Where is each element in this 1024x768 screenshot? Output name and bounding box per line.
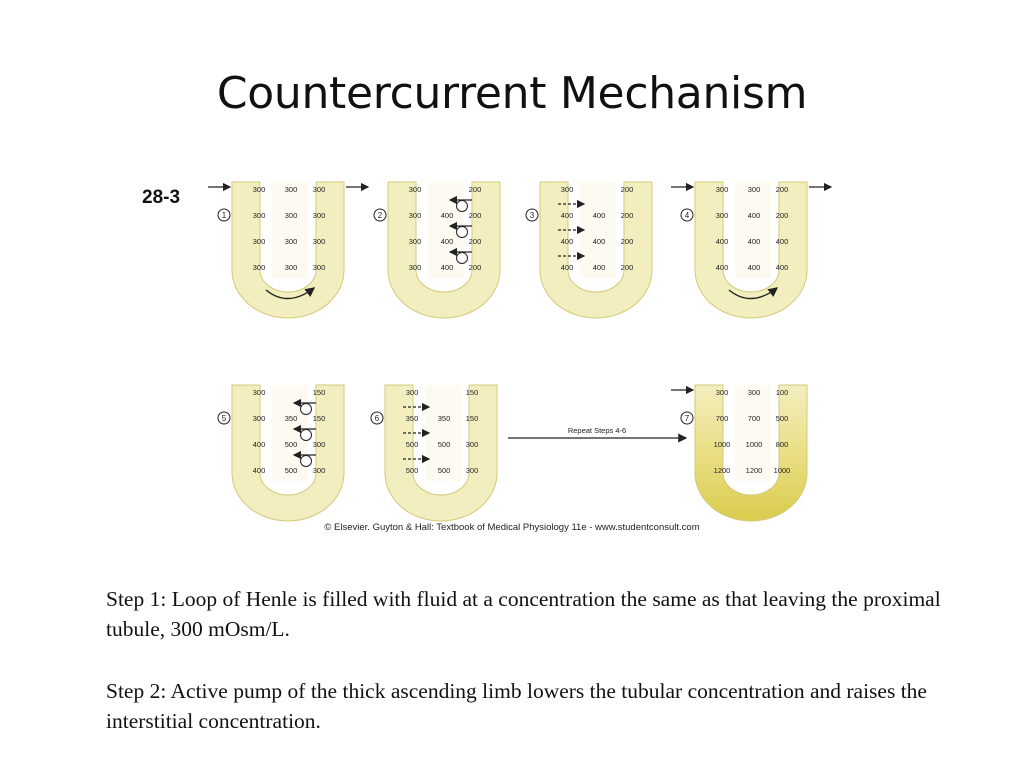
- concentration-value: 300: [312, 263, 326, 272]
- step-number-text: 7: [684, 414, 690, 423]
- pump-circle: [301, 456, 312, 467]
- figure-caption: © Elsevier. Guyton & Hall: Textbook of Medical Physiology 11e - www.studentconsult.com: [324, 522, 700, 533]
- concentration-value: 200: [620, 237, 634, 246]
- concentration-value: 1200: [713, 466, 731, 475]
- concentration-value: 1200: [745, 466, 763, 475]
- top-value: 300: [312, 185, 326, 194]
- concentration-value: 300: [312, 440, 326, 449]
- step-number-text: 4: [684, 211, 690, 220]
- concentration-value: 200: [468, 211, 482, 220]
- step-number-5: [218, 412, 230, 424]
- step-1-text: Step 1: Loop of Henle is filled with fluid at a concentration the same as that leaving the proximal tubule, 300 mOsm/L.: [106, 587, 941, 641]
- top-value: 300: [252, 388, 266, 397]
- step-number-2: [374, 209, 386, 221]
- loop-5: [218, 385, 344, 521]
- concentration-value: 300: [312, 211, 326, 220]
- concentration-value: 300: [408, 237, 422, 246]
- loop-6: [371, 385, 497, 521]
- top-value: 150: [465, 388, 479, 397]
- concentration-value: 400: [592, 263, 606, 272]
- concentration-value: 400: [715, 263, 729, 272]
- concentration-value: 200: [620, 263, 634, 272]
- concentration-value: 200: [775, 211, 789, 220]
- top-value: 300: [747, 388, 761, 397]
- concentration-value: 300: [408, 263, 422, 272]
- top-value: 200: [468, 185, 482, 194]
- concentration-value: 300: [284, 237, 298, 246]
- concentration-value: 400: [440, 263, 454, 272]
- loop-7: [671, 385, 807, 521]
- concentration-value: 300: [252, 211, 266, 220]
- pump-circle: [301, 404, 312, 415]
- concentration-value: 300: [284, 263, 298, 272]
- concentration-value: 400: [715, 237, 729, 246]
- concentration-value: 400: [747, 237, 761, 246]
- concentration-value: 300: [284, 211, 298, 220]
- pump-circle: [301, 430, 312, 441]
- step-2-text: Step 2: Active pump of the thick ascending limb lowers the tubular concentration and raises the interstitial concentration.: [106, 679, 927, 733]
- concentration-value: 150: [312, 414, 326, 423]
- concentration-value: 300: [465, 440, 479, 449]
- concentration-value: 400: [592, 211, 606, 220]
- top-value: 150: [312, 388, 326, 397]
- concentration-value: 1000: [773, 466, 791, 475]
- concentration-value: 1000: [745, 440, 763, 449]
- concentration-value: 350: [284, 414, 298, 423]
- concentration-value: 300: [465, 466, 479, 475]
- concentration-value: 500: [284, 466, 298, 475]
- concentration-value: 400: [747, 263, 761, 272]
- concentration-value: 500: [284, 440, 298, 449]
- concentration-value: 300: [312, 466, 326, 475]
- concentration-value: 200: [468, 263, 482, 272]
- top-value: 300: [715, 388, 729, 397]
- top-value: 300: [405, 388, 419, 397]
- concentration-value: 400: [560, 211, 574, 220]
- concentration-value: 700: [715, 414, 729, 423]
- concentration-value: 300: [312, 237, 326, 246]
- concentration-value: 400: [775, 263, 789, 272]
- step-number-text: 5: [221, 414, 227, 423]
- concentration-value: 700: [747, 414, 761, 423]
- figure-label: 28-3: [142, 187, 181, 208]
- top-value: 300: [747, 185, 761, 194]
- concentration-value: 400: [747, 211, 761, 220]
- pump-circle: [457, 253, 468, 264]
- step-number-text: 6: [374, 414, 380, 423]
- repeat-label: Repeat Steps 4-6: [567, 426, 627, 435]
- loop-3: [526, 182, 652, 318]
- concentration-value: 300: [252, 237, 266, 246]
- concentration-value: 500: [437, 440, 451, 449]
- top-value: 300: [560, 185, 574, 194]
- step-number-text: 3: [529, 211, 535, 220]
- concentration-value: 300: [715, 211, 729, 220]
- top-value: 300: [284, 185, 298, 194]
- concentration-value: 200: [468, 237, 482, 246]
- concentration-value: 400: [440, 211, 454, 220]
- concentration-value: 500: [405, 466, 419, 475]
- pump-circle: [457, 227, 468, 238]
- slide-title: Countercurrent Mechanism: [216, 68, 808, 119]
- concentration-value: 300: [252, 414, 266, 423]
- top-value: 300: [252, 185, 266, 194]
- concentration-value: 500: [437, 466, 451, 475]
- concentration-value: 400: [560, 237, 574, 246]
- concentration-value: 500: [775, 414, 789, 423]
- step-number-4: [681, 209, 693, 221]
- loop-2: [374, 182, 500, 318]
- concentration-value: 350: [437, 414, 451, 423]
- loop-1: [208, 182, 368, 318]
- step-number-6: [371, 412, 383, 424]
- concentration-value: 200: [620, 211, 634, 220]
- step-number-7: [681, 412, 693, 424]
- concentration-value: 350: [405, 414, 419, 423]
- concentration-value: 150: [465, 414, 479, 423]
- step-number-1: [218, 209, 230, 221]
- top-value: 200: [620, 185, 634, 194]
- concentration-value: 300: [252, 263, 266, 272]
- concentration-value: 400: [252, 466, 266, 475]
- top-value: 200: [775, 185, 789, 194]
- top-value: 300: [715, 185, 729, 194]
- concentration-value: 400: [775, 237, 789, 246]
- concentration-value: 1000: [713, 440, 731, 449]
- top-value: 300: [408, 185, 422, 194]
- loop-4: [671, 182, 831, 318]
- step-number-text: 2: [377, 211, 383, 220]
- concentration-value: 400: [440, 237, 454, 246]
- concentration-value: 800: [775, 440, 789, 449]
- step-number-3: [526, 209, 538, 221]
- pump-circle: [457, 201, 468, 212]
- concentration-value: 300: [408, 211, 422, 220]
- concentration-value: 400: [560, 263, 574, 272]
- top-value: 100: [775, 388, 789, 397]
- step-number-text: 1: [221, 211, 227, 220]
- concentration-value: 500: [405, 440, 419, 449]
- concentration-value: 400: [592, 237, 606, 246]
- concentration-value: 400: [252, 440, 266, 449]
